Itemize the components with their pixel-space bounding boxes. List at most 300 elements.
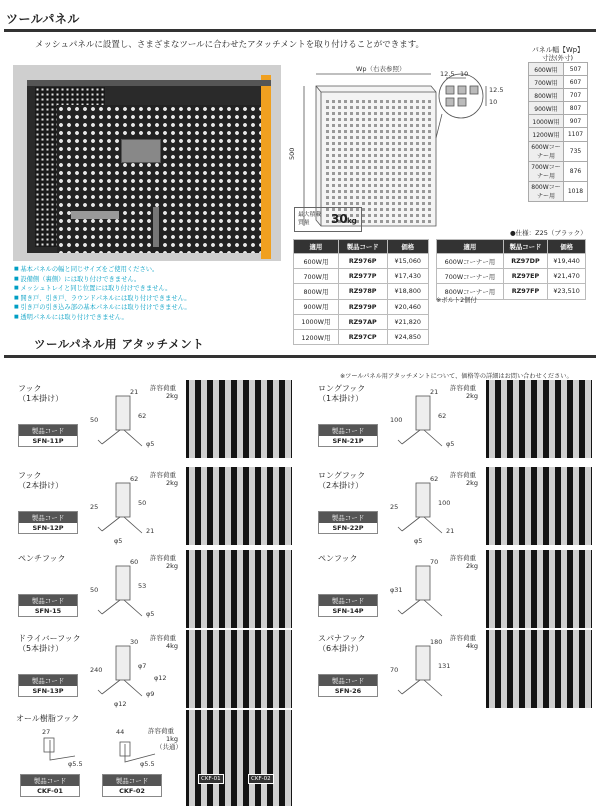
- attachment-photo: [486, 380, 592, 458]
- max-load-value: 30: [331, 212, 348, 226]
- resin-hook-drawing: [20, 726, 160, 770]
- item-name: ペンチフック: [18, 554, 66, 563]
- panel-hole: [422, 178, 425, 181]
- panel-hole: [416, 106, 419, 109]
- panel-hole: [386, 124, 389, 127]
- panel-hole: [428, 166, 431, 169]
- panel-hole: [416, 154, 419, 157]
- load-value: 2kg: [166, 562, 179, 570]
- panel-hole: [410, 196, 413, 199]
- panel-hole: [380, 172, 383, 175]
- dimension-label: 62: [138, 412, 147, 420]
- dimension-label: 60: [130, 558, 139, 566]
- panel-hole: [416, 148, 419, 151]
- panel-hole: [326, 100, 329, 103]
- note-item: ■ 開き戸、引き戸、ラウンドパネルには取り付けできません。: [14, 294, 294, 304]
- note-item: ■ 設備側（裏側）には取り付けできません。: [14, 275, 294, 285]
- panel-hole: [404, 220, 407, 223]
- item-name: フック: [18, 471, 42, 480]
- panel-hole: [332, 136, 335, 139]
- panel-hole: [326, 196, 329, 199]
- panel-hole: [362, 148, 365, 151]
- panel-hole: [344, 184, 347, 187]
- panel-hole: [422, 142, 425, 145]
- load-value: 2kg: [166, 392, 179, 400]
- panel-hole: [362, 166, 365, 169]
- item-subname: （1本掛け）: [18, 394, 64, 403]
- panel-hole: [362, 172, 365, 175]
- panel-hole: [338, 142, 341, 145]
- panel-hole: [392, 106, 395, 109]
- panel-hole: [338, 100, 341, 103]
- code-box-ckf-02: 製品コード CKF-02: [102, 774, 162, 797]
- panel-hole: [338, 136, 341, 139]
- panel-hole: [338, 184, 341, 187]
- panel-hole: [350, 106, 353, 109]
- panel-hole: [386, 106, 389, 109]
- panel-hole: [344, 172, 347, 175]
- panel-hole: [422, 166, 425, 169]
- width-table-row: [529, 141, 588, 161]
- tool-panel-photo: [13, 65, 281, 261]
- max-load-box: [294, 207, 362, 232]
- dim-height: 500: [288, 147, 296, 160]
- width-table-row: [529, 89, 588, 102]
- width-cell-value: 735: [563, 141, 587, 161]
- panel-hole: [338, 178, 341, 181]
- dimension-label: φ12: [154, 674, 167, 682]
- panel-hole: [368, 208, 371, 211]
- panel-hole: [404, 184, 407, 187]
- attachment-photo: [186, 380, 292, 458]
- panel-hole: [416, 136, 419, 139]
- panel-hole: [380, 118, 383, 121]
- panel-hole: [428, 118, 431, 121]
- panel-hole: [338, 130, 341, 133]
- panel-hole: [350, 130, 353, 133]
- dimension-label: 62: [430, 475, 439, 483]
- price-cell: ¥15,060: [387, 254, 428, 269]
- panel-hole: [338, 112, 341, 115]
- panel-hole: [428, 178, 431, 181]
- panel-hole: [416, 100, 419, 103]
- panel-hole: [404, 106, 407, 109]
- attachment-photo: [486, 550, 592, 628]
- price-cell: RZ977P: [338, 269, 387, 284]
- price-cell: ¥19,440: [548, 254, 586, 269]
- panel-hole: [392, 166, 395, 169]
- panel-hole: [392, 130, 395, 133]
- panel-hole: [338, 202, 341, 205]
- panel-hole: [422, 124, 425, 127]
- panel-hole: [428, 136, 431, 139]
- panel-hole: [332, 124, 335, 127]
- panel-hole: [428, 160, 431, 163]
- price-cell: ¥24,850: [387, 329, 428, 344]
- width-cell-value: 807: [563, 102, 587, 115]
- page-title: ツールパネル: [6, 12, 80, 26]
- panel-hole: [350, 148, 353, 151]
- panel-hole: [350, 112, 353, 115]
- panel-hole: [416, 112, 419, 115]
- attachment-card: [0, 467, 296, 547]
- panel-hole: [422, 100, 425, 103]
- panel-hole: [368, 118, 371, 121]
- panel-hole: [392, 196, 395, 199]
- dim-d1: 12.5: [440, 70, 455, 78]
- price-cell: ¥21,470: [548, 269, 586, 284]
- panel-hole: [380, 220, 383, 223]
- attachment-photo: [186, 467, 292, 545]
- panel-hole: [422, 190, 425, 193]
- panel-hole: [374, 136, 377, 139]
- panel-hole: [416, 208, 419, 211]
- panel-hole: [386, 112, 389, 115]
- panel-hole: [386, 154, 389, 157]
- width-cell-value: 707: [563, 89, 587, 102]
- width-cell-label: 1000W用: [529, 115, 564, 128]
- price-row: [437, 254, 586, 269]
- code-box: 製品コード SFN-21P: [318, 424, 378, 447]
- price-cell: ¥18,800: [387, 284, 428, 299]
- panel-hole: [338, 196, 341, 199]
- resin-hook-photo: CKF-01 CKF-02: [186, 710, 292, 806]
- panel-hole: [332, 172, 335, 175]
- panel-hole: [332, 184, 335, 187]
- price-header: 価格: [387, 240, 428, 254]
- dimension-label: φ7: [138, 662, 147, 670]
- load-value: 2kg: [466, 562, 479, 570]
- panel-hole: [362, 106, 365, 109]
- panel-hole: [392, 214, 395, 217]
- panel-hole: [410, 142, 413, 145]
- panel-hole: [326, 112, 329, 115]
- panel-hole: [422, 112, 425, 115]
- panel-hole: [422, 160, 425, 163]
- panel-hole: [422, 184, 425, 187]
- panel-hole: [410, 118, 413, 121]
- code-box: 製品コード SFN-22P: [318, 511, 378, 534]
- dimension-label: φ5: [446, 440, 455, 448]
- attachment-drawing: [384, 636, 480, 710]
- panel-hole: [368, 142, 371, 145]
- load-label: 許容荷重: [150, 634, 176, 642]
- price-header: 製品コード: [338, 240, 387, 254]
- price-cell: RZ976P: [338, 254, 387, 269]
- panel-hole: [428, 184, 431, 187]
- panel-hole: [416, 178, 419, 181]
- panel-hole: [368, 130, 371, 133]
- attachment-photo: [186, 550, 292, 628]
- dimension-label: 21: [130, 388, 139, 396]
- panel-hole: [332, 154, 335, 157]
- panel-hole: [422, 172, 425, 175]
- panel-hole: [380, 148, 383, 151]
- attachment-card: [0, 630, 296, 710]
- panel-hole: [410, 184, 413, 187]
- panel-hole: [350, 172, 353, 175]
- panel-hole: [374, 184, 377, 187]
- load-label: 許容荷重: [150, 384, 176, 392]
- resin-hook-card: [0, 710, 296, 806]
- panel-hole: [386, 184, 389, 187]
- panel-hole: [362, 142, 365, 145]
- panel-hole: [356, 190, 359, 193]
- panel-hole: [386, 196, 389, 199]
- panel-hole: [428, 220, 431, 223]
- panel-hole: [428, 100, 431, 103]
- svg-text:27: 27: [42, 728, 51, 736]
- panel-hole: [344, 106, 347, 109]
- panel-hole: [428, 130, 431, 133]
- panel-hole: [374, 220, 377, 223]
- load-value: 2kg: [466, 392, 479, 400]
- title-rule: [4, 29, 596, 32]
- panel-hole: [422, 136, 425, 139]
- price-header: 製品コード: [503, 240, 547, 254]
- width-cell-value: 876: [563, 161, 587, 181]
- dim-wp: Wp（右表参照）: [356, 65, 406, 73]
- panel-hole: [398, 118, 401, 121]
- load-value: 4kg: [466, 642, 479, 650]
- dimension-label: φ5: [114, 537, 123, 545]
- panel-hole: [362, 214, 365, 217]
- panel-hole: [326, 160, 329, 163]
- panel-hole: [332, 202, 335, 205]
- panel-hole: [362, 208, 365, 211]
- price-cell: RZ97DP: [503, 254, 547, 269]
- price-table-left: [293, 239, 429, 345]
- panel-hole: [380, 100, 383, 103]
- panel-hole: [374, 190, 377, 193]
- panel-hole: [374, 106, 377, 109]
- panel-hole: [422, 106, 425, 109]
- item-subname: （2本掛け）: [18, 481, 64, 490]
- panel-hole: [344, 142, 347, 145]
- panel-hole: [374, 160, 377, 163]
- panel-hole: [350, 190, 353, 193]
- panel-hole: [338, 172, 341, 175]
- attachment-card: [0, 380, 296, 460]
- panel-hole: [362, 154, 365, 157]
- panel-hole: [422, 214, 425, 217]
- panel-hole: [350, 160, 353, 163]
- item-name: オール樹脂フック: [16, 714, 80, 723]
- price-row: [294, 314, 429, 329]
- attachments-note: ※ツールパネル用アタッチメントについて、価格等の詳細はお問い合わせください。: [340, 373, 573, 380]
- load-label: 許容荷重: [148, 727, 174, 735]
- panel-hole: [380, 190, 383, 193]
- panel-hole: [404, 178, 407, 181]
- width-table: [528, 62, 588, 202]
- load-label: 許容荷重: [150, 471, 176, 479]
- panel-hole: [374, 112, 377, 115]
- panel-hole: [356, 178, 359, 181]
- panel-hole: [428, 124, 431, 127]
- panel-hole: [422, 148, 425, 151]
- panel-hole: [362, 118, 365, 121]
- panel-hole: [362, 184, 365, 187]
- item-subname: （1本掛け）: [318, 394, 364, 403]
- panel-hole: [386, 136, 389, 139]
- note-item: ■ 引き戸の引き込み部の基本パネルには取り付けできません。: [14, 303, 294, 313]
- panel-hole: [362, 112, 365, 115]
- panel-hole: [410, 106, 413, 109]
- panel-hole: [362, 160, 365, 163]
- panel-hole: [398, 106, 401, 109]
- panel-hole: [374, 142, 377, 145]
- bolt-note: ※ボルト2個付: [436, 297, 477, 304]
- panel-hole: [326, 118, 329, 121]
- panel-hole: [338, 148, 341, 151]
- panel-hole: [422, 118, 425, 121]
- panel-hole: [332, 130, 335, 133]
- dimension-label: φ12: [114, 700, 127, 708]
- panel-hole: [398, 154, 401, 157]
- panel-hole: [404, 160, 407, 163]
- panel-hole: [326, 106, 329, 109]
- panel-hole: [398, 148, 401, 151]
- width-cell-label: 800Wコーナー用: [529, 181, 564, 201]
- load-value: 2kg: [466, 479, 479, 487]
- panel-hole: [380, 112, 383, 115]
- panel-hole: [368, 106, 371, 109]
- panel-hole: [368, 154, 371, 157]
- panel-hole: [422, 154, 425, 157]
- panel-hole: [416, 172, 419, 175]
- panel-hole: [404, 100, 407, 103]
- panel-hole: [392, 142, 395, 145]
- panel-hole: [350, 202, 353, 205]
- panel-hole: [398, 136, 401, 139]
- item-subname: （2本掛け）: [318, 481, 364, 490]
- panel-hole: [416, 190, 419, 193]
- width-cell-label: 800W用: [529, 89, 564, 102]
- panel-hole: [344, 166, 347, 169]
- panel-hole: [398, 202, 401, 205]
- panel-hole: [380, 178, 383, 181]
- panel-hole: [326, 142, 329, 145]
- attachment-drawing: [384, 473, 480, 547]
- attachments-title: ツールパネル用 アタッチメント: [34, 337, 205, 351]
- width-table-row: [529, 128, 588, 141]
- panel-hole: [398, 190, 401, 193]
- panel-hole: [374, 124, 377, 127]
- panel-hole: [362, 196, 365, 199]
- panel-hole: [326, 202, 329, 205]
- panel-hole: [404, 142, 407, 145]
- panel-hole: [410, 172, 413, 175]
- panel-hole: [422, 208, 425, 211]
- panel-hole: [356, 196, 359, 199]
- panel-hole: [356, 106, 359, 109]
- panel-hole: [344, 124, 347, 127]
- panel-hole: [356, 184, 359, 187]
- max-load-label: 最大積載質量: [298, 212, 322, 226]
- panel-hole: [392, 172, 395, 175]
- price-cell: ¥20,460: [387, 299, 428, 314]
- panel-hole: [326, 166, 329, 169]
- panel-hole: [398, 142, 401, 145]
- panel-hole: [368, 160, 371, 163]
- panel-hole: [386, 220, 389, 223]
- panel-hole: [410, 178, 413, 181]
- load-note: （共通）: [156, 743, 182, 751]
- panel-hole: [392, 136, 395, 139]
- panel-hole: [416, 196, 419, 199]
- price-header: 適用: [294, 240, 339, 254]
- panel-hole: [428, 154, 431, 157]
- item-name: ロングフック: [318, 384, 366, 393]
- dimension-label: φ5: [146, 440, 155, 448]
- panel-hole: [380, 124, 383, 127]
- panel-hole: [404, 124, 407, 127]
- dim-d4: 10: [489, 98, 498, 106]
- dimension-label: 100: [438, 499, 451, 507]
- panel-hole: [398, 100, 401, 103]
- panel-hole: [398, 208, 401, 211]
- panel-hole: [404, 202, 407, 205]
- notes-list: [14, 265, 294, 323]
- dimension-label: 30: [130, 638, 139, 646]
- price-table-right: [436, 239, 586, 300]
- width-table-row: [529, 76, 588, 89]
- price-cell: RZ97AP: [338, 314, 387, 329]
- panel-hole: [326, 172, 329, 175]
- spec-note: ●仕様：Z25（ブラック）: [510, 229, 587, 237]
- panel-hole: [356, 130, 359, 133]
- panel-hole: [404, 190, 407, 193]
- panel-hole: [428, 214, 431, 217]
- panel-hole: [368, 184, 371, 187]
- dimension-label: 53: [138, 582, 147, 590]
- dimension-label: 62: [438, 412, 447, 420]
- code-box: 製品コード SFN-15: [18, 594, 78, 617]
- price-row: [294, 299, 429, 314]
- attachment-card: [0, 550, 296, 630]
- panel-hole: [380, 136, 383, 139]
- attachment-photo: [486, 630, 592, 708]
- panel-hole: [416, 160, 419, 163]
- panel-hole: [350, 118, 353, 121]
- panel-hole: [410, 214, 413, 217]
- panel-hole: [374, 214, 377, 217]
- panel-hole: [392, 124, 395, 127]
- panel-hole: [392, 100, 395, 103]
- panel-hole: [410, 220, 413, 223]
- width-table-row: [529, 161, 588, 181]
- attachment-drawing: [384, 556, 480, 630]
- panel-hole: [428, 112, 431, 115]
- panel-hole: [362, 178, 365, 181]
- panel-hole: [332, 106, 335, 109]
- panel-hole: [368, 178, 371, 181]
- panel-hole: [344, 100, 347, 103]
- load-label: 許容荷重: [450, 634, 476, 642]
- panel-hole: [326, 148, 329, 151]
- price-cell: RZ97CP: [338, 329, 387, 344]
- width-cell-label: 900W用: [529, 102, 564, 115]
- dimension-label: 25: [390, 503, 399, 511]
- panel-hole: [374, 202, 377, 205]
- panel-hole: [416, 142, 419, 145]
- attachment-card: [300, 467, 596, 547]
- panel-hole: [428, 106, 431, 109]
- dimension-label: 70: [390, 666, 399, 674]
- panel-hole: [350, 136, 353, 139]
- price-cell: 1000W用: [294, 314, 339, 329]
- attachment-drawing: [84, 473, 180, 547]
